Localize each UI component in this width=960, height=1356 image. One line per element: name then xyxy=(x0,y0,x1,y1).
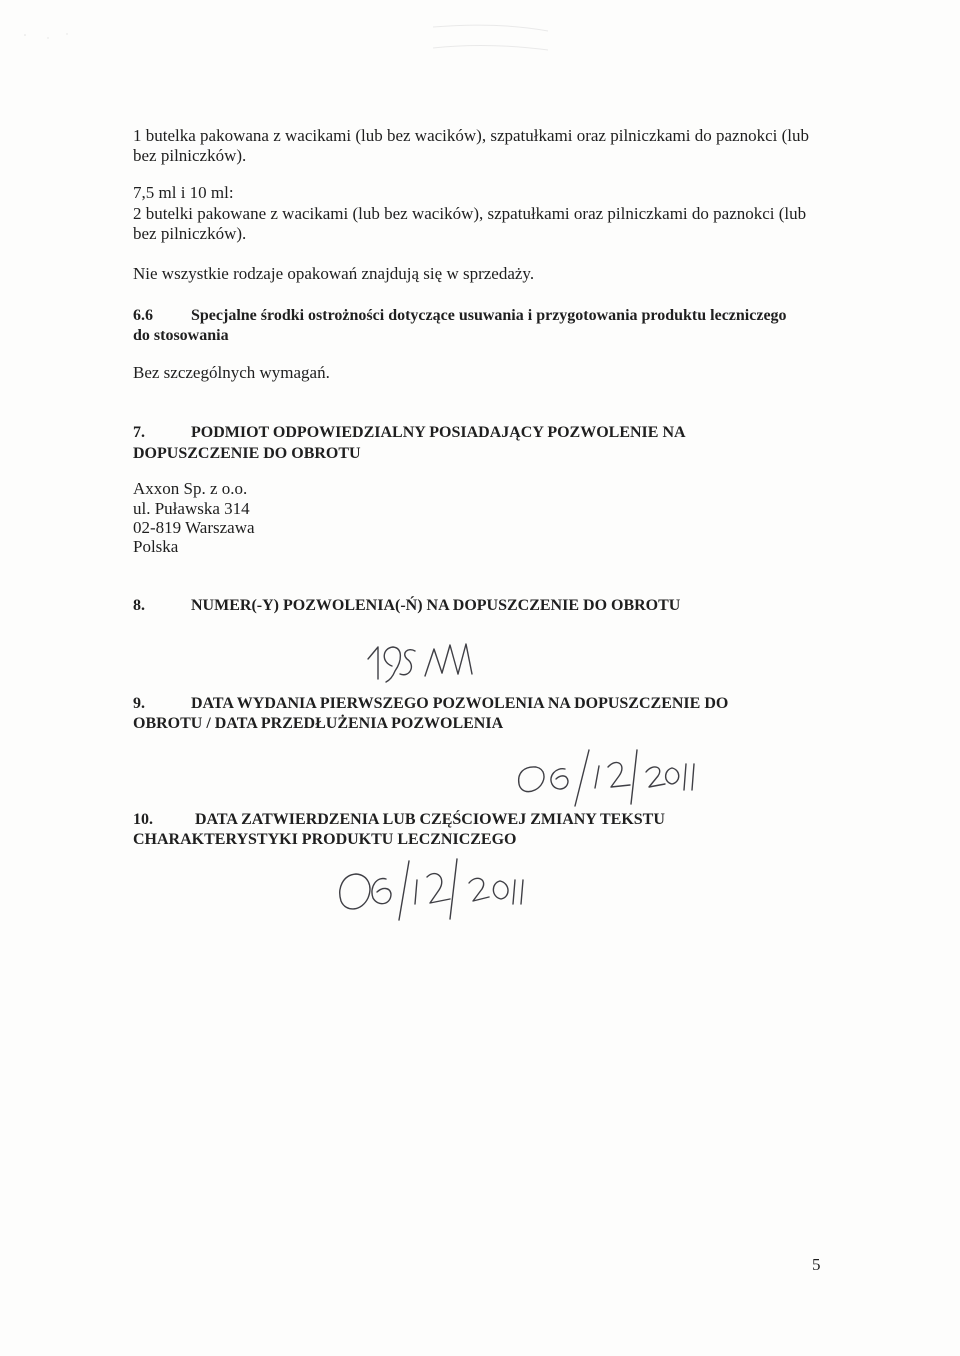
packaging-text-line: bez pilniczków). xyxy=(133,146,247,165)
volume-text: 7,5 ml i 10 ml: xyxy=(133,183,234,202)
handwritten-approval-date xyxy=(331,856,531,924)
company-street: ul. Puławska 314 xyxy=(133,499,250,518)
company-country: Polska xyxy=(133,537,179,556)
section-7-heading xyxy=(133,423,686,443)
section-title: DATA ZATWIERDZENIA LUB CZĘŚCIOWEJ ZMIANY TEKSTU xyxy=(195,811,665,828)
section-title-continuation: DOPUSZCZENIE DO OBROTU xyxy=(133,445,361,462)
handwritten-first-authorization-date xyxy=(505,745,695,809)
section-9-heading xyxy=(133,694,728,714)
packaging-text-line: 2 butelki pakowane z wacikami (lub bez wacików), szpatułkami oraz pilniczkami do paznokci (lub xyxy=(133,204,807,223)
availability-note: Nie wszystkie rodzaje opakowań znajdują się w sprzedaży. xyxy=(133,264,535,283)
section-number: 7. xyxy=(133,424,145,441)
packaging-text-line: bez pilniczków). xyxy=(133,224,247,243)
section-10-heading xyxy=(133,810,665,830)
section-title-continuation: CHARAKTERYSTYKI PRODUKTU LECZNICZEGO xyxy=(133,831,517,848)
section-body: Bez szczególnych wymagań. xyxy=(133,363,330,382)
packaging-text-line: 1 butelka pakowana z wacikami (lub bez wacików), szpatułkami oraz pilniczkami do paznokci (lub xyxy=(133,126,809,145)
section-title: PODMIOT ODPOWIEDZIALNY POSIADAJĄCY POZWOLENIE NA xyxy=(191,424,686,441)
section-number: 10. xyxy=(133,811,153,828)
section-number: 8. xyxy=(133,597,145,614)
section-8-heading xyxy=(133,596,680,616)
section-title: NUMER(-Y) POZWOLENIA(-Ń) NA DOPUSZCZENIE DO OBROTU xyxy=(191,597,681,614)
section-number: 6.6 xyxy=(133,307,153,324)
section-number: 9. xyxy=(133,695,145,712)
section-title-continuation: do stosowania xyxy=(133,327,229,344)
handwritten-authorization-number xyxy=(364,631,494,687)
section-title-continuation: OBROTU / DATA PRZEDŁUŻENIA POZWOLENIA xyxy=(133,715,504,732)
company-city: 02-819 Warszawa xyxy=(133,518,255,537)
section-title: DATA WYDANIA PIERWSZEGO POZWOLENIA NA DOPUSZCZENIE DO xyxy=(191,695,729,712)
page-number: 5 xyxy=(812,1255,821,1274)
section-6-6-heading xyxy=(133,306,787,326)
section-title: Specjalne środki ostrożności dotyczące usuwania i przygotowania produktu leczniczego xyxy=(191,307,787,324)
company-name: Axxon Sp. z o.o. xyxy=(133,479,248,498)
